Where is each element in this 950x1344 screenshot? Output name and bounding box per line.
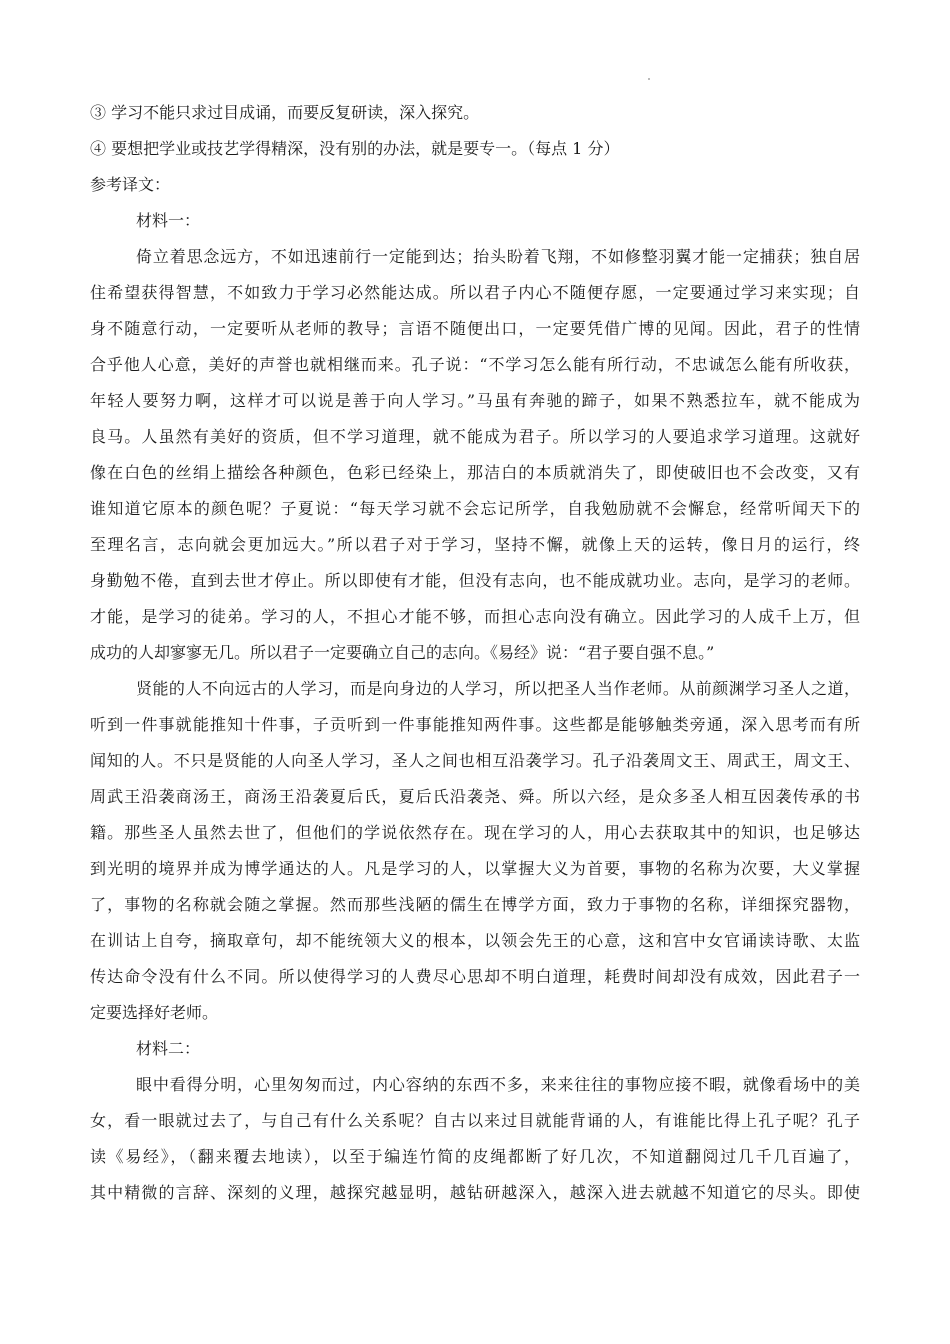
paragraph-line: 听到一件事就能推知十件事，子贡听到一件事能推知两件事。这些都是能够触类旁通，深入思考而有所	[90, 715, 860, 734]
paragraph-line: 住希望获得智慧，不如致力于学习必然能达成。所以君子内心不随便存愿，一定要通过学习来实现；自	[90, 283, 860, 302]
paragraph-line: 倚立着思念远方，不如迅速前行一定能到达；抬头盼着飞翔，不如修整羽翼才能一定捕获；独自居	[136, 247, 860, 266]
paragraph-line: 才能，是学习的徒弟。学习的人，不担心才能不够，而担心志向没有确立。因此学习的人成千上万，但	[90, 607, 860, 626]
paragraph-line: 定要选择好老师。	[90, 1003, 219, 1022]
paragraph-line: 其中精微的言辞、深刻的义理，越探究越显明，越钻研越深入，越深入进去就越不知道它的尽头。即使	[90, 1183, 860, 1202]
paragraph-line: 至理名言，志向就会更加远大。”所以君子对于学习，坚持不懈，就像上天的运转，像日月的运行，终	[90, 535, 860, 554]
answer-3: ③ 学习不能只求过目成诵，而要反复研读，深入探究。	[90, 103, 480, 122]
paragraph-line: 像在白色的丝绢上描绘各种颜色，色彩已经染上，那洁白的本质就消失了，即使破旧也不会改变，又有	[90, 463, 860, 482]
paragraph-line: 贤能的人不向远古的人学习，而是向身边的人学习，所以把圣人当作老师。从前颜渊学习圣人之道，	[136, 679, 860, 698]
paragraph-line: 成功的人却寥寥无几。所以君子一定要确立自己的志向。《易经》说：“君子要自强不息。”	[90, 643, 715, 662]
scan-dot	[648, 78, 650, 80]
answer-4: ④ 要想把学业或技艺学得精深，没有别的办法，就是要专一。（每点 1 分）	[90, 139, 620, 158]
paragraph-line: 合乎他人心意，美好的声誉也就相继而来。孔子说：“不学习怎么能有所行动，不忠诚怎么能有所收获，	[90, 355, 860, 374]
paragraph-line: 良马。人虽然有美好的资质，但不学习道理，就不能成为君子。所以学习的人要追求学习道理。这就好	[90, 427, 860, 446]
material-2-label: 材料二：	[136, 1039, 201, 1058]
material-1-label: 材料一：	[136, 211, 201, 230]
paragraph-line: 了，事物的名称就会随之掌握。然而那些浅陋的儒生在博学方面，致力于事物的名称，详细探究器物，	[90, 895, 860, 914]
paragraph-line: 年轻人要努力啊，这样才可以说是善于向人学习。”马虽有奔驰的蹄子，如果不熟悉拉车，就不能成为	[90, 391, 860, 410]
paragraph-line: 到光明的境界并成为博学通达的人。凡是学习的人，以掌握大义为首要，事物的名称为次要，大义掌握	[90, 859, 860, 878]
paragraph-line: 身不随意行动，一定要听从老师的教导；言语不随便出口，一定要凭借广博的见闻。因此，君子的性情	[90, 319, 860, 338]
paragraph-line: 女，看一眼就过去了，与自己有什么关系呢？自古以来过目就能背诵的人，有谁能比得上孔子呢？孔子	[90, 1111, 860, 1130]
paragraph-line: 周武王沿袭商汤王，商汤王沿袭夏后氏，夏后氏沿袭尧、舜。所以六经，是众多圣人相互因袭传承的书	[90, 787, 860, 806]
paragraph-line: 闻知的人。不只是贤能的人向圣人学习，圣人之间也相互沿袭学习。孔子沿袭周文王、周武王，周文王、	[90, 751, 860, 770]
translation-heading: 参考译文：	[90, 175, 171, 194]
paragraph-line: 在训诂上自夸，摘取章句，却不能统领大义的根本，以领会先王的心意，这和宫中女官诵读诗歌、太监	[90, 931, 860, 950]
paragraph-line: 传达命令没有什么不同。所以使得学习的人费尽心思却不明白道理，耗费时间却没有成效，因此君子一	[90, 967, 860, 986]
paragraph-line: 身勤勉不倦，直到去世才停止。所以即使有才能，但没有志向，也不能成就功业。志向，是学习的老师。	[90, 571, 860, 590]
paragraph-line: 眼中看得分明，心里匆匆而过，内心容纳的东西不多，来来往往的事物应接不暇，就像看场中的美	[136, 1075, 860, 1094]
paragraph-line: 谁知道它原本的颜色呢？子夏说：“每天学习就不会忘记所学，自我勉励就不会懈怠，经常听闻天下的	[90, 499, 860, 518]
paragraph-line: 籍。那些圣人虽然去世了，但他们的学说依然存在。现在学习的人，用心去获取其中的知识，也足够达	[90, 823, 860, 842]
paragraph-line: 读《易经》，（翻来覆去地读），以至于编连竹简的皮绳都断了好几次，不知道翻阅过几千几百遍了，	[90, 1147, 860, 1166]
